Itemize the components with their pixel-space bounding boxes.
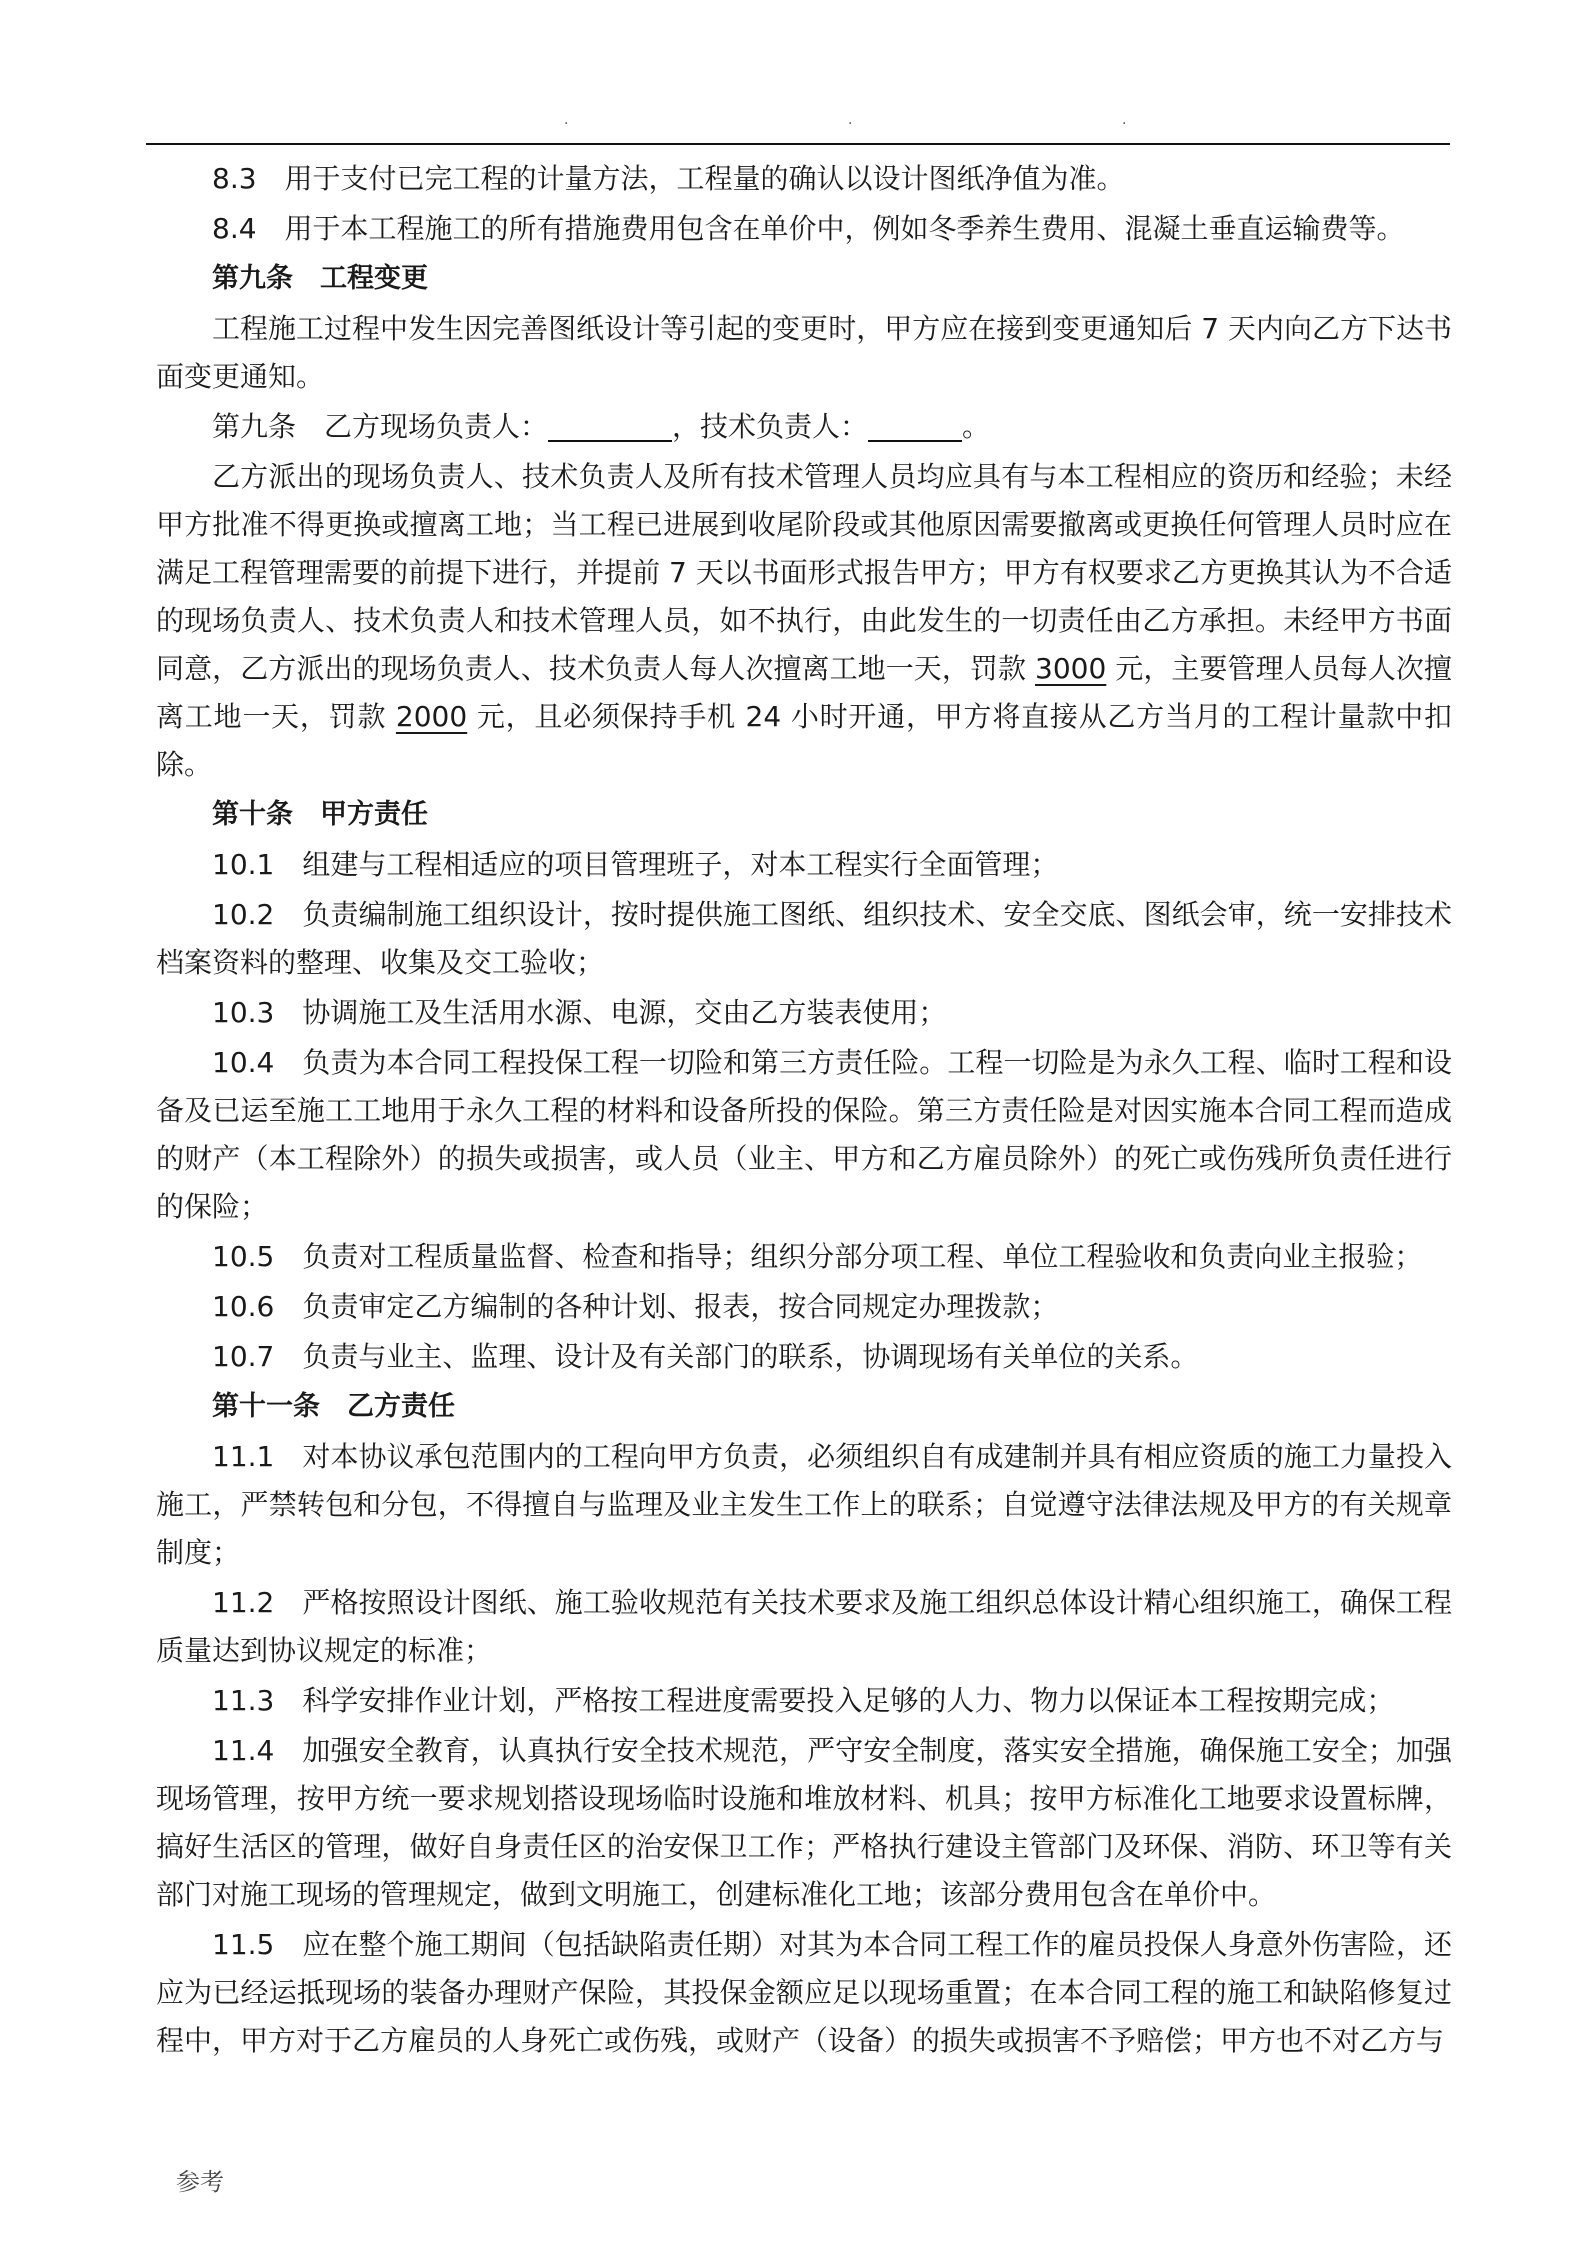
clause-text: 元，主要管理人员每人次擅离工地一天，罚款 (156, 652, 1452, 733)
footer-note: 参考 (176, 2168, 224, 2196)
clause-paragraph: 10.7 负责与业主、监理、设计及有关部门的联系，协调现场有关单位的关系。 (212, 1340, 1199, 1373)
header-rule (146, 143, 1450, 145)
clause-paragraph: 8.3 用于支付已完工程的计量方法，工程量的确认以设计图纸净值为准。 (212, 162, 1125, 195)
header-dots (0, 112, 1586, 132)
clause-paragraph (156, 453, 1452, 789)
clause-paragraph: 10.2 负责编制施工组织设计，按时提供施工图纸、组织技术、安全交底、图纸会审，统一安排技术档案资料的整理、收集及交工验收； (156, 898, 1452, 979)
clause-paragraph: 11.4 加强安全教育，认真执行安全技术规范，严守安全制度，落实安全措施，确保施工安全；加强现场管理，按甲方统一要求规划搭设现场临时设施和堆放材料、机具；按甲方标准化工地要求设置标牌，搞好生活区的管理，做好自身责任区的治安保卫工作；严格执行建设主管部门及环保、消防、环卫等有关部门对施工现场的管理规定，做到文明施工，创建标准化工地；该部分费用包含在单价中。 (156, 1734, 1452, 1911)
section-heading: 第十条 甲方责任 (212, 799, 428, 830)
clause-paragraph: 11.1 对本协议承包范围内的工程向甲方负责，必须组织自有成建制并具有相应资质的施工力量投入施工，严禁转包和分包，不得擅自与监理及业主发生工作上的联系；自觉遵守法律法规及甲方的有关规章制度； (156, 1440, 1452, 1569)
clause-text: 乙方派出的现场负责人、技术负责人及所有技术管理人员均应具有与本工程相应的资历和经验；未经甲方批准不得更换或擅离工地；当工程已进展到收尾阶段或其他原因需要撤离或更换任何管理人员时应在满足工程管理需要的前提下进行，并提前 7 天以书面形式报告甲方；甲方有权要求乙方更换其认为不合适的现场负责人、技术负责人和技术管理人员，如不执行，由此发生的一切责任由乙方承担。未经甲方书面同意，乙方派出的现场负责人、技术负责人每人次擅离工地一天，罚款 (156, 460, 1452, 685)
header-dot: . (564, 112, 569, 128)
document-body (156, 155, 1452, 2067)
clause-paragraph: 11.5 应在整个施工期间（包括缺陷责任期）对其为本合同工程工作的雇员投保人身意外伤害险，还应为已经运抵现场的装备办理财产保险，其投保金额应足以现场重置；在本合同工程的施工和缺陷修复过程中，甲方对于乙方雇员的人身死亡或伤残，或财产（设备）的损失或损害不予赔偿；甲方也不对乙方与 (156, 1928, 1452, 2057)
clause-text: ，技术负责人： (672, 410, 869, 443)
clause-paragraph: 10.4 负责为本合同工程投保工程一切险和第三方责任险。工程一切险是为永久工程、临时工程和设备及已运至施工工地用于永久工程的材料和设备所投的保险。第三方责任险是对因实施本合同工程而造成的财产（本工程除外）的损失或损害，或人员（业主、甲方和乙方雇员除外）的死亡或伤残所负责任进行的保险； (156, 1046, 1452, 1223)
clause-text: 元，且必须保持手机 24 小时开通，甲方将直接从乙方当月的工程计量款中扣除。 (156, 700, 1452, 781)
section-heading: 第十一条 乙方责任 (212, 1391, 455, 1422)
header-dot: . (1122, 112, 1127, 128)
underlined-amount: 2000 (395, 700, 468, 733)
fill-in-blank[interactable] (548, 410, 672, 442)
clause-paragraph: 10.3 协调施工及生活用水源、电源，交由乙方装表使用； (212, 996, 947, 1029)
fill-in-blank[interactable] (868, 410, 962, 442)
clause-text: 。 (962, 410, 991, 443)
clause-paragraph: 工程施工过程中发生因完善图纸设计等引起的变更时，甲方应在接到变更通知后 7 天内向乙方下达书面变更通知。 (156, 312, 1452, 393)
underlined-amount: 3000 (1035, 652, 1107, 685)
clause-paragraph-blanks (156, 403, 1452, 451)
clause-paragraph: 10.6 负责审定乙方编制的各种计划、报表，按合同规定办理拨款； (212, 1290, 1059, 1323)
clause-paragraph: 11.2 严格按照设计图纸、施工验收规范有关技术要求及施工组织总体设计精心组织施工，确保工程质量达到协议规定的标准； (156, 1586, 1452, 1667)
section-heading: 第九条 工程变更 (212, 263, 428, 294)
clause-paragraph: 11.3 科学安排作业计划，严格按工程进度需要投入足够的人力、物力以保证本工程按期完成； (212, 1684, 1395, 1717)
clause-text: 第九条 乙方现场负责人： (212, 410, 549, 443)
clause-paragraph: 10.5 负责对工程质量监督、检查和指导；组织分部分项工程、单位工程验收和负责向业主报验； (212, 1240, 1423, 1273)
clause-paragraph: 10.1 组建与工程相适应的项目管理班子，对本工程实行全面管理； (212, 848, 1059, 881)
clause-paragraph: 8.4 用于本工程施工的所有措施费用包含在单价中，例如冬季养生费用、混凝土垂直运输费等。 (212, 212, 1405, 245)
header-dot: . (848, 112, 853, 128)
